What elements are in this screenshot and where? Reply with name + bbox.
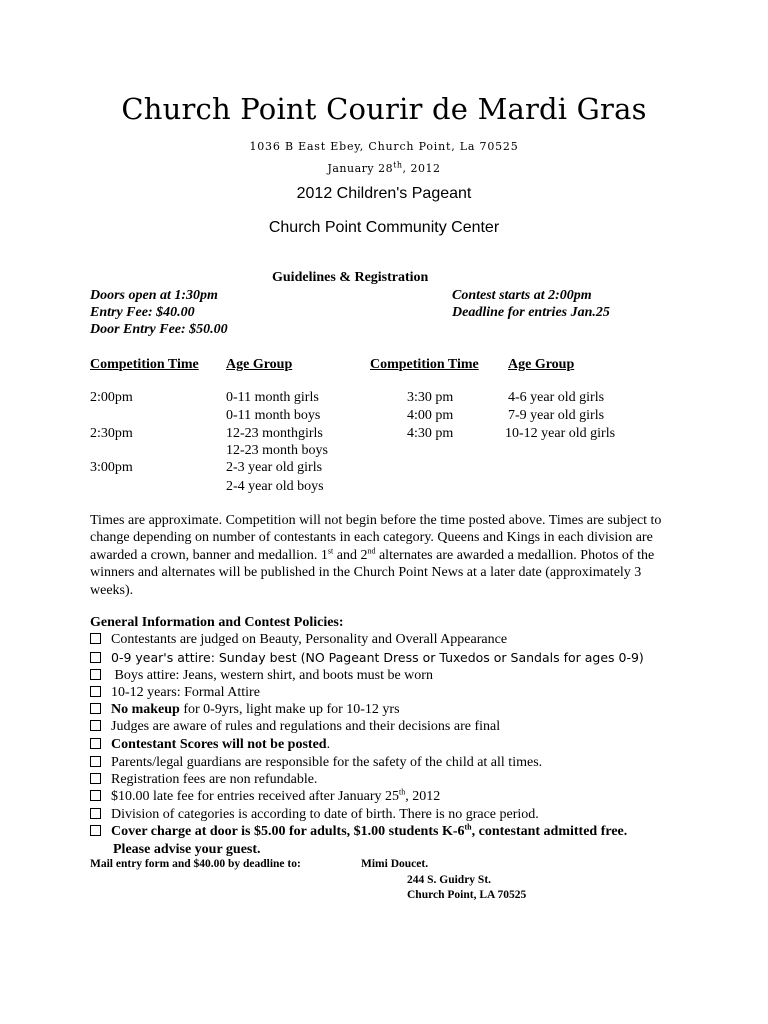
policy-item: Parents/legal guardians are responsible for the safety of the child at all times. — [90, 755, 542, 771]
policy-item: Contestants are judged on Beauty, Personality and Overall Appearance — [90, 632, 507, 648]
schedule-group: 2-3 year old girls — [226, 460, 323, 475]
checkbox-icon[interactable] — [90, 633, 101, 644]
schedule-time: 3:30 pm — [407, 390, 454, 405]
schedule-time: 3:00pm — [90, 460, 133, 475]
entry-deadline: Deadline for entries Jan.25 — [452, 305, 610, 320]
schedule-time: 4:00 pm — [407, 408, 454, 423]
policy-item: 0-9 year's attire: Sunday best (NO Pageant Dress or Tuxedos or Sandals for ages 0-9) — [90, 650, 644, 665]
policy-item: Cover charge at door is $5.00 for adults, $1.00 students K-6th, contestant admitted free. — [90, 824, 627, 840]
document-title: Church Point Courir de Mardi Gras — [121, 92, 647, 126]
policy-item: Contestant Scores will not be posted. — [90, 737, 330, 753]
checkbox-icon[interactable] — [90, 720, 101, 731]
checkbox-icon[interactable] — [90, 686, 101, 697]
schedule-group: 2-4 year old boys — [226, 479, 324, 494]
policy-item: Registration fees are non refundable. — [90, 772, 317, 788]
policy-item: $10.00 late fee for entries received after January 25th, 2012 — [90, 789, 440, 805]
mail-instruction: Mail entry form and $40.00 by deadline to: — [90, 858, 301, 870]
policy-item: 10-12 years: Formal Attire — [90, 685, 260, 701]
checkbox-icon[interactable] — [90, 808, 101, 819]
pageant-title: 2012 Children's Pageant — [296, 185, 472, 202]
schedule-time: 2:30pm — [90, 426, 133, 441]
policies-heading: General Information and Contest Policies: — [90, 615, 344, 630]
competition-time-header-right: Competition Time — [370, 357, 479, 372]
contest-starts: Contest starts at 2:00pm — [452, 288, 592, 303]
competition-time-header-left: Competition Time — [90, 357, 199, 372]
checkbox-icon[interactable] — [90, 773, 101, 784]
policy-item: Boys attire: Jeans, western shirt, and boots must be worn — [90, 668, 433, 684]
schedule-group: 4-6 year old girls — [508, 390, 605, 405]
mail-recipient: Mimi Doucet. — [361, 858, 429, 870]
mail-street: 244 S. Guidry St. — [407, 874, 492, 886]
schedule-group: 12-23 month boys — [226, 443, 328, 458]
schedule-group: 10-12 year old girls — [505, 426, 616, 441]
checkbox-icon[interactable] — [90, 825, 101, 836]
checkbox-icon[interactable] — [90, 756, 101, 767]
event-date: January 28th, 2012 — [327, 160, 441, 175]
policy-item: Division of categories is according to date of birth. There is no grace period. — [90, 807, 539, 823]
schedule-time: 2:00pm — [90, 390, 133, 405]
age-group-header-right: Age Group — [508, 357, 575, 372]
schedule-group: 7-9 year old girls — [508, 408, 605, 423]
age-group-header-left: Age Group — [226, 357, 293, 372]
schedule-group: 0-11 month girls — [226, 390, 319, 405]
mail-city: Church Point, LA 70525 — [407, 889, 527, 901]
checkbox-icon[interactable] — [90, 652, 101, 663]
policy-item: No makeup for 0-9yrs, light make up for 10-12 yrs — [90, 702, 400, 718]
checkbox-icon[interactable] — [90, 703, 101, 714]
guidelines-heading: Guidelines & Registration — [272, 270, 429, 285]
address: 1036 B East Ebey, Church Point, La 70525 — [249, 140, 519, 153]
schedule-group: 12-23 monthgirls — [226, 426, 323, 441]
doors-open: Doors open at 1:30pm — [90, 288, 218, 303]
notes-paragraph: Times are approximate. Competition will not begin before the time posted above. Times are subject to change depending on number of contestants in each category. Queens and Kings in each division are awarded a crown, banner and medallion. 1st and 2nd alternates are awarded a medallion. Photos of the winners and alternates will be published in the Church Point News at a later date (approximately 3 weeks). — [90, 513, 662, 598]
schedule-time: 4:30 pm — [407, 426, 454, 441]
policy-item: Judges are aware of rules and regulations and their decisions are final — [90, 719, 500, 735]
checkbox-icon[interactable] — [90, 669, 101, 680]
schedule-group: 0-11 month boys — [226, 408, 321, 423]
policy-item-continued: Please advise your guest. — [113, 842, 261, 857]
door-entry-fee: Door Entry Fee: $50.00 — [90, 322, 228, 337]
entry-fee: Entry Fee: $40.00 — [90, 305, 195, 320]
checkbox-icon[interactable] — [90, 738, 101, 749]
checkbox-icon[interactable] — [90, 790, 101, 801]
venue-title: Church Point Community Center — [268, 219, 500, 236]
